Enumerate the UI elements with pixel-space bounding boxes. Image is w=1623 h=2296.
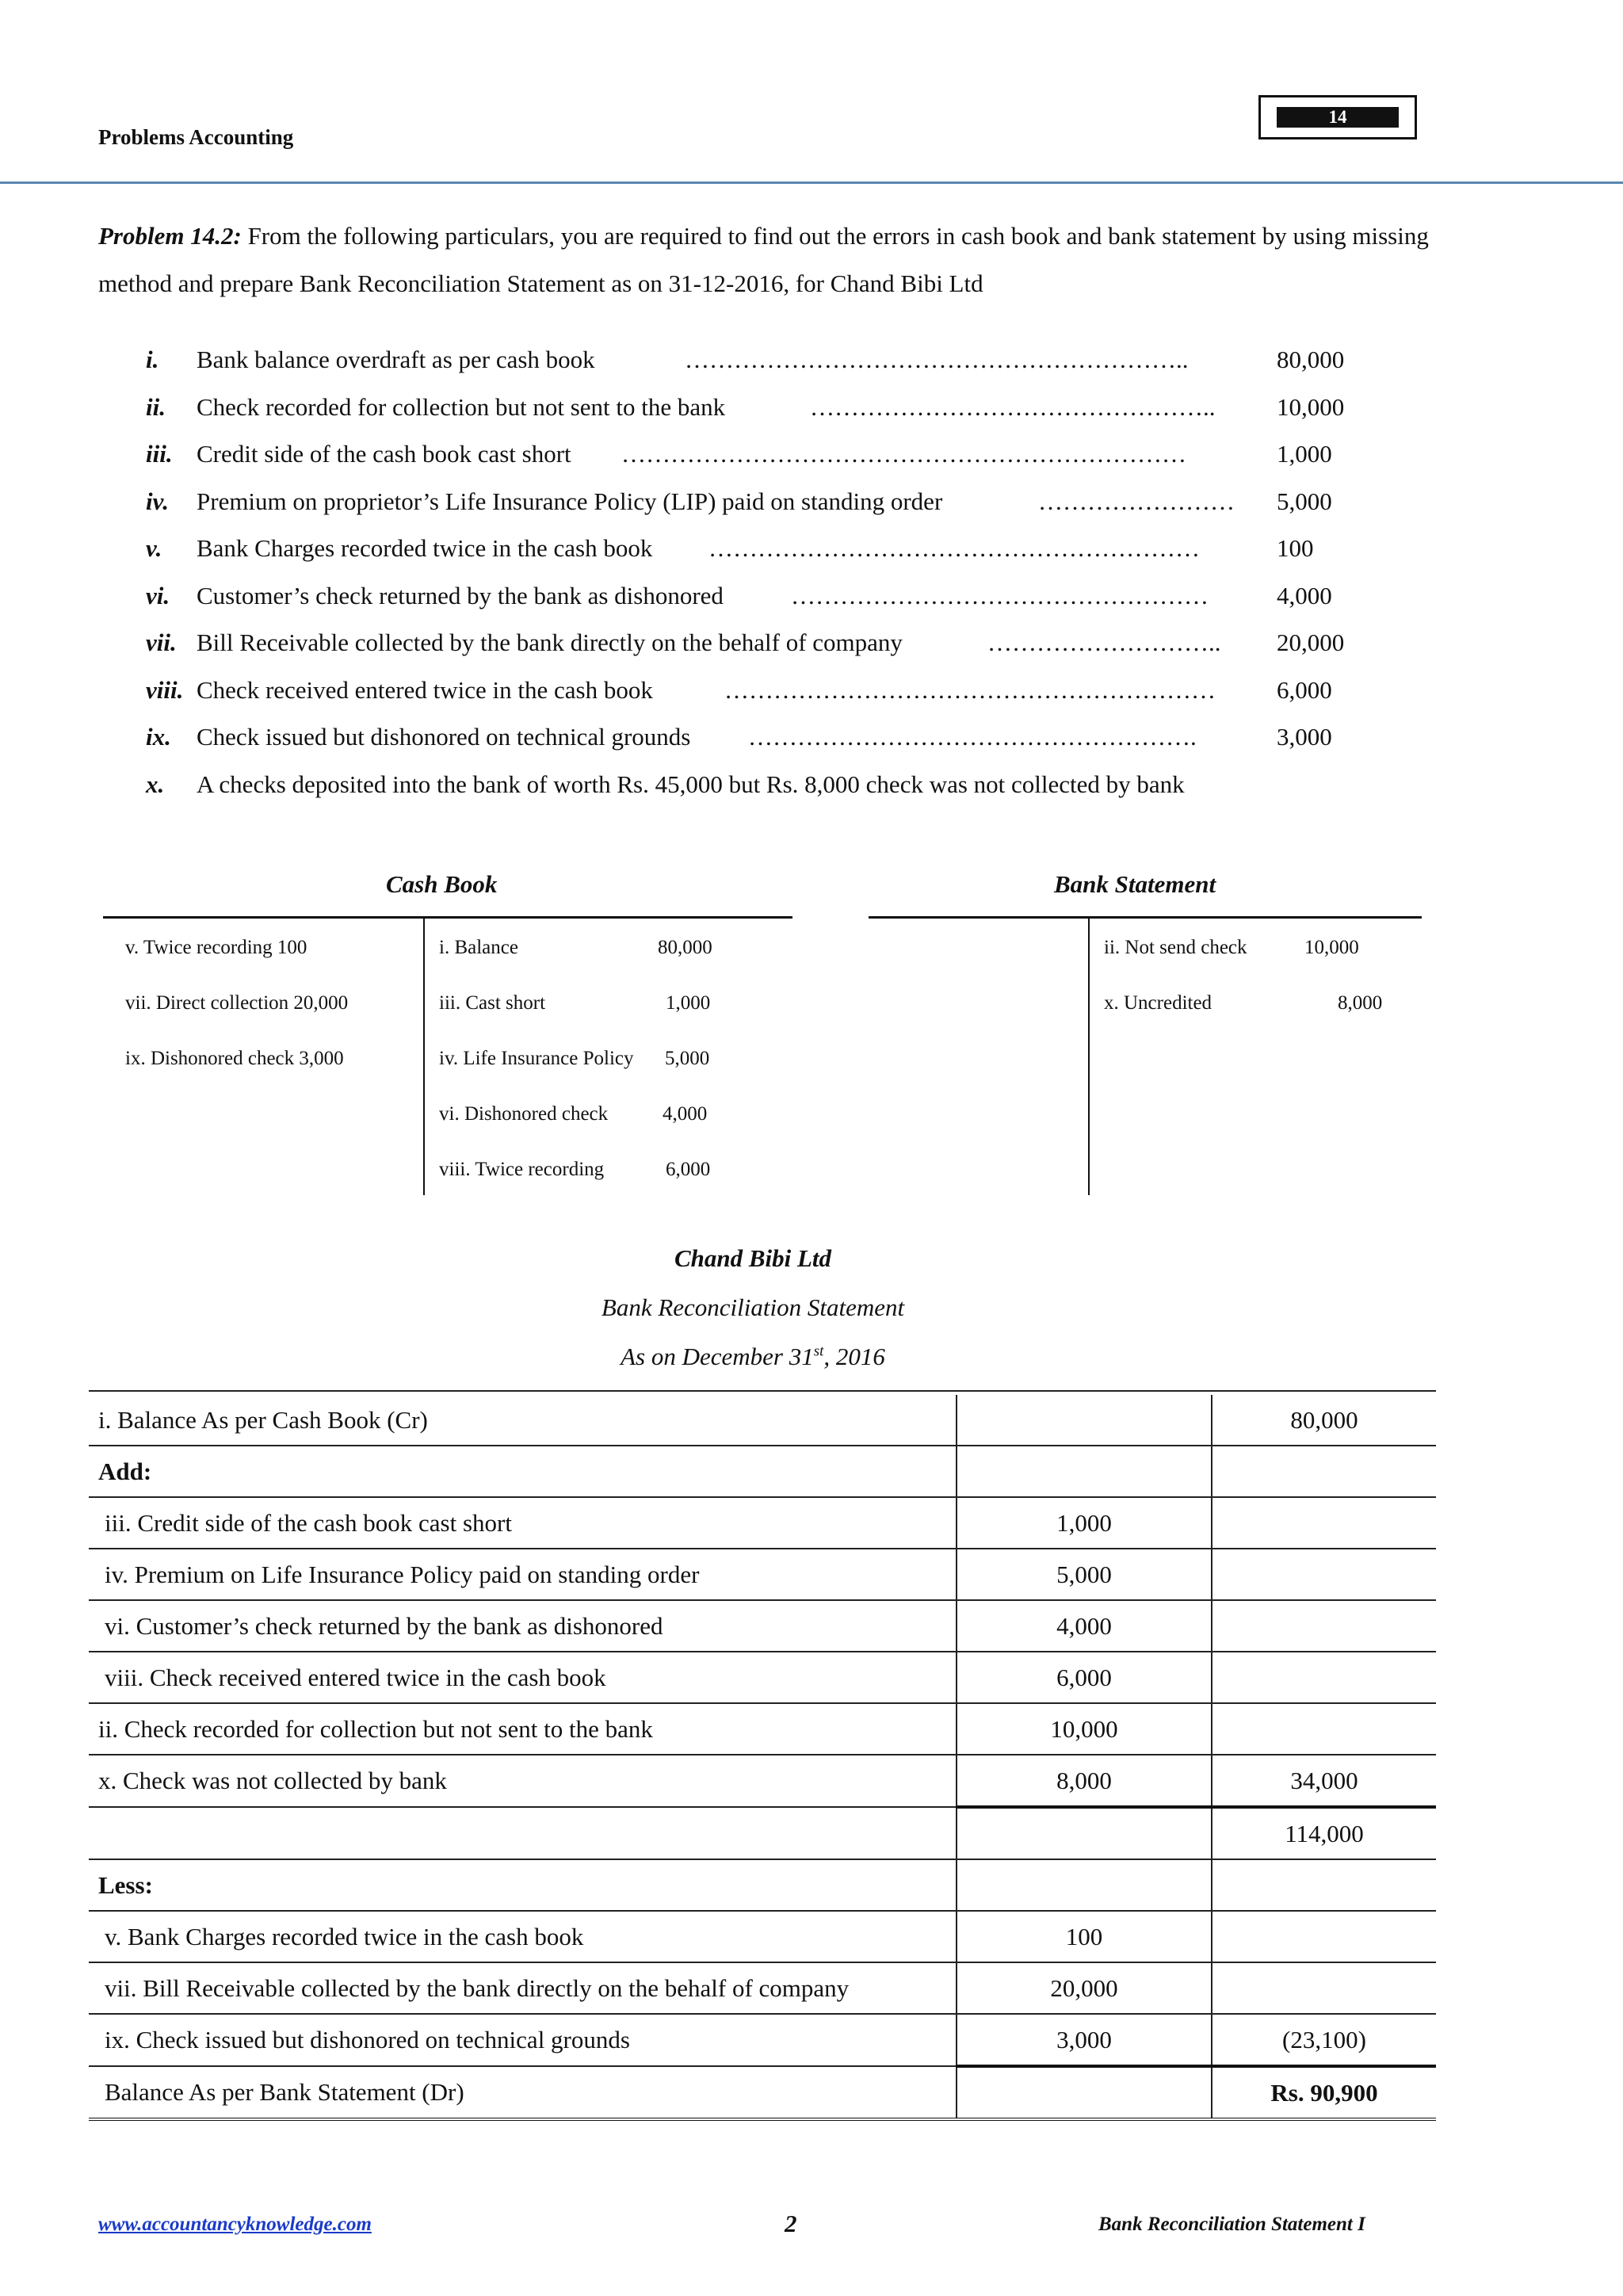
- list-item: ix. Check issued but dishonored on technical grounds ………………………………………………. 3,000: [146, 723, 1332, 751]
- footer-chapter-title: Bank Reconciliation Statement I: [1098, 2214, 1365, 2235]
- cash-book-right-amount: 1,000: [666, 992, 711, 1014]
- list-item: i. Bank balance overdraft as per cash book …………………………………………………….. 80,000: [146, 346, 1345, 373]
- bank-statement-right-entry: x. Uncredited: [1104, 992, 1212, 1014]
- table-row: i. Balance As per Cash Book (Cr) 80,000: [89, 1395, 1436, 1446]
- chapter-number: 14: [1277, 107, 1399, 128]
- table-row: Balance As per Bank Statement (Dr) Rs. 90,900: [89, 2066, 1436, 2119]
- statement-title: Bank Reconciliation Statement: [601, 1293, 905, 1321]
- cash-book-divider: [423, 918, 425, 1195]
- cash-book-right-amount: 4,000: [663, 1103, 708, 1125]
- table-row: iv. Premium on Life Insurance Policy paid on standing order 5,000: [89, 1549, 1436, 1600]
- list-item: viii. Check received entered twice in the cash book …………………………………………………… 6,000: [146, 675, 1332, 704]
- bank-statement-top-rule: [869, 916, 1422, 919]
- problem-statement: [98, 212, 1445, 308]
- bank-statement-right-amount: 8,000: [1338, 992, 1383, 1014]
- particulars-list: [98, 339, 1445, 811]
- table-row: Add:: [89, 1446, 1436, 1497]
- cash-book-left-entry: vii. Direct collection 20,000: [125, 992, 349, 1014]
- cash-book-right-amount: 80,000: [658, 937, 712, 958]
- table-row: Less:: [89, 1859, 1436, 1911]
- list-item: vii. Bill Receivable collected by the bank directly on the behalf of company ……………………….. 20,000: [146, 628, 1345, 656]
- bank-statement-right-entry: ii. Not send check: [1104, 937, 1247, 958]
- page-number: 2: [785, 2210, 797, 2237]
- bank-statement-title: Bank Statement: [1054, 870, 1216, 898]
- list-item: ii. Check recorded for collection but not sent to the bank ………………………………………….. 10,000: [146, 392, 1345, 421]
- list-item: iv. Premium on proprietor’s Life Insurance Policy (LIP) paid on standing order …………………… 5,000: [146, 487, 1332, 515]
- cash-book-right-entry: viii. Twice recording: [439, 1159, 605, 1180]
- cash-book-right-amount: 5,000: [665, 1048, 710, 1069]
- company-name: Chand Bibi Ltd: [674, 1244, 832, 1272]
- header-title: Problems Accounting: [98, 125, 294, 149]
- bank-statement-right-amount: 10,000: [1304, 937, 1359, 958]
- table-row: vii. Bill Receivable collected by the bank directly on the behalf of company 20,000: [89, 1962, 1436, 2014]
- statement-date: As on December 31st, 2016: [621, 1343, 885, 1370]
- cash-book-top-rule: [103, 916, 792, 919]
- problem-text: From the following particulars, you are required to find out the errors in cash book and bank statement by using missing method and prepare Bank Reconciliation Statement as on 31-12-2016, for Chand Bibi Ltd: [98, 222, 1429, 297]
- chapter-number-box: [1258, 95, 1417, 139]
- table-row: x. Check was not collected by bank 8,000 34,000: [89, 1755, 1436, 1807]
- table-top-double-rule: [89, 1390, 1436, 1392]
- problem-label: Problem 14.2:: [98, 222, 242, 250]
- table-row: ii. Check recorded for collection but not sent to the bank 10,000: [89, 1703, 1436, 1755]
- table-row: viii. Check received entered twice in the cash book 6,000: [89, 1652, 1436, 1703]
- header-divider: [0, 181, 1623, 184]
- list-item: x. A checks deposited into the bank of worth Rs. 45,000 but Rs. 8,000 check was not collected by bank: [146, 770, 1185, 798]
- table-row: ix. Check issued but dishonored on technical grounds 3,000 (23,100): [89, 2014, 1436, 2066]
- list-item: vi. Customer’s check returned by the bank as dishonored …………………………………………… 4,000: [146, 581, 1332, 609]
- list-item: v. Bank Charges recorded twice in the cash book …………………………………………………… 100: [146, 534, 1314, 562]
- cash-book-right-entry: iv. Life Insurance Policy: [439, 1048, 634, 1069]
- cash-book-right-amount: 6,000: [666, 1159, 711, 1180]
- cash-book-left-entry: v. Twice recording 100: [125, 937, 307, 958]
- table-row: v. Bank Charges recorded twice in the cash book 100: [89, 1911, 1436, 1962]
- footer-website-link[interactable]: www.accountancyknowledge.com: [98, 2214, 372, 2235]
- table-row: iii. Credit side of the cash book cast short 1,000: [89, 1497, 1436, 1549]
- cash-book-right-entry: iii. Cast short: [439, 992, 546, 1014]
- cash-book-title: Cash Book: [386, 870, 498, 898]
- reconciliation-table: [89, 1395, 1436, 2121]
- table-row: 114,000: [89, 1807, 1436, 1859]
- list-item: iii. Credit side of the cash book cast short …………………………………………………………… 1,000: [146, 440, 1332, 468]
- cash-book-left-entry: ix. Dishonored check 3,000: [125, 1048, 344, 1069]
- table-row: vi. Customer’s check returned by the bank as dishonored 4,000: [89, 1600, 1436, 1652]
- cash-book-right-entry: i. Balance: [439, 937, 518, 958]
- cash-book-right-entry: vi. Dishonored check: [439, 1103, 609, 1125]
- bank-statement-divider: [1088, 918, 1090, 1195]
